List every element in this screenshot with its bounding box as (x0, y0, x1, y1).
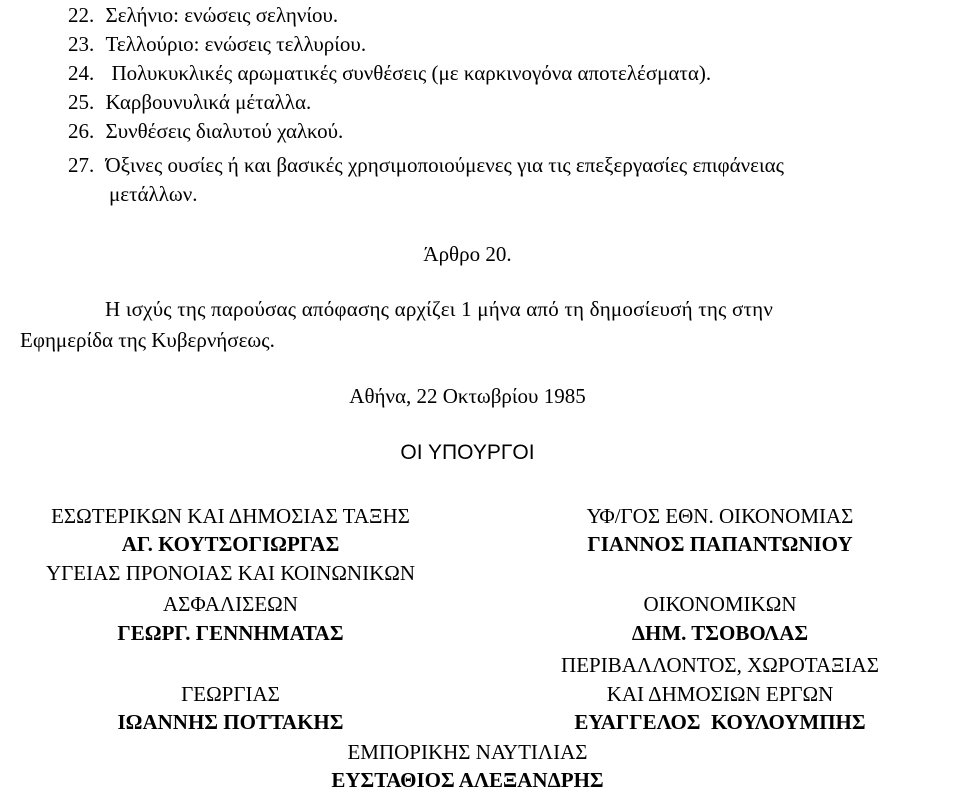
minister-name: ΓΙΑΝΝΟΣ ΠΑΠΑΝΤΩΝΙΟΥ (587, 532, 853, 556)
list-item-number: 22. (68, 3, 95, 27)
list-item-number: 25. (68, 90, 95, 114)
minister-title: ΥΦ/ΓΟΣ ΕΘΝ. ΟΙΚΟΝΟΜΙΑΣ (586, 504, 854, 528)
list-item-number: 26. (68, 119, 95, 143)
list-item (68, 2, 338, 28)
list-item (68, 152, 784, 178)
list-item-number: 24. (68, 61, 95, 85)
minister-name: ΓΕΩΡΓ. ΓΕΝΝΗΜΑΤΑΣ (117, 621, 344, 645)
list-item (68, 89, 311, 115)
list-item-text: Πολυκυκλικές αρωματικές συνθέσεις (με καρκινογόνα αποτελέσματα). (111, 61, 712, 85)
list-item-text: Σελήνιο: ενώσεις σεληνίου. (105, 3, 339, 27)
article-title: Άρθρο 20. (423, 242, 512, 266)
minister-title: ΕΜΠΟΡΙΚΗΣ ΝΑΥΤΙΛΙΑΣ (347, 740, 588, 764)
article-body-line: Η ισχύς της παρούσας απόφασης αρχίζει 1 μήνα από τη δημοσίευσή της στην (105, 297, 774, 321)
minister-name: ΑΓ. ΚΟΥΤΣΟΓΙΩΡΓΑΣ (121, 532, 340, 556)
list-item-number: 23. (68, 32, 95, 56)
minister-title: ΟΙΚΟΝΟΜΙΚΩΝ (643, 592, 797, 616)
list-item-number: 27. (68, 153, 95, 177)
list-item (68, 118, 343, 144)
list-item-continuation (109, 181, 197, 207)
list-item-text: Συνθέσεις διαλυτού χαλκού. (105, 119, 344, 143)
list-item (68, 31, 366, 57)
list-item-text: Καρβουνυλικά μέταλλα. (105, 90, 312, 114)
minister-title: ΑΣΦΑΛΙΣΕΩΝ (163, 592, 298, 616)
signatories-heading: ΟΙ ΥΠΟΥΡΓΟΙ (400, 441, 535, 464)
minister-name: ΕΥΑΓΓΕΛΟΣ ΚΟΥΛΟΥΜΠΗΣ (574, 710, 866, 734)
minister-title: ΥΓΕΙΑΣ ΠΡΟΝΟΙΑΣ ΚΑΙ ΚΟΙΝΩΝΙΚΩΝ (45, 561, 416, 585)
minister-title: ΠΕΡΙΒΑΛΛΟΝΤΟΣ, ΧΩΡΟΤΑΞΙΑΣ (561, 653, 879, 677)
minister-title: ΚΑΙ ΔΗΜΟΣΙΩΝ ΕΡΓΩΝ (606, 682, 834, 706)
minister-name: ΙΩΑΝΝΗΣ ΠΟΤΤΑΚΗΣ (117, 710, 344, 734)
article-body-line: Εφημερίδα της Κυβερνήσεως. (20, 328, 275, 352)
list-item-text: Τελλούριο: ενώσεις τελλυρίου. (105, 32, 367, 56)
list-item (68, 60, 711, 86)
list-item-text: μετάλλων. (109, 182, 198, 206)
minister-name: ΔΗΜ. ΤΣΟΒΟΛΑΣ (631, 621, 809, 645)
list-item-text: Όξινες ουσίες ή και βασικές χρησιμοποιούμενες για τις επεξεργασίες επιφάνειας (105, 153, 784, 177)
minister-title: ΕΣΩΤΕΡΙΚΩΝ ΚΑΙ ΔΗΜΟΣΙΑΣ ΤΑΞΗΣ (51, 504, 410, 528)
minister-title: ΓΕΩΡΓΙΑΣ (181, 682, 280, 706)
minister-name: ΕΥΣΤΑΘΙΟΣ ΑΛΕΞΑΝΔΡΗΣ (331, 768, 604, 792)
place-date: Αθήνα, 22 Οκτωβρίου 1985 (349, 384, 586, 408)
